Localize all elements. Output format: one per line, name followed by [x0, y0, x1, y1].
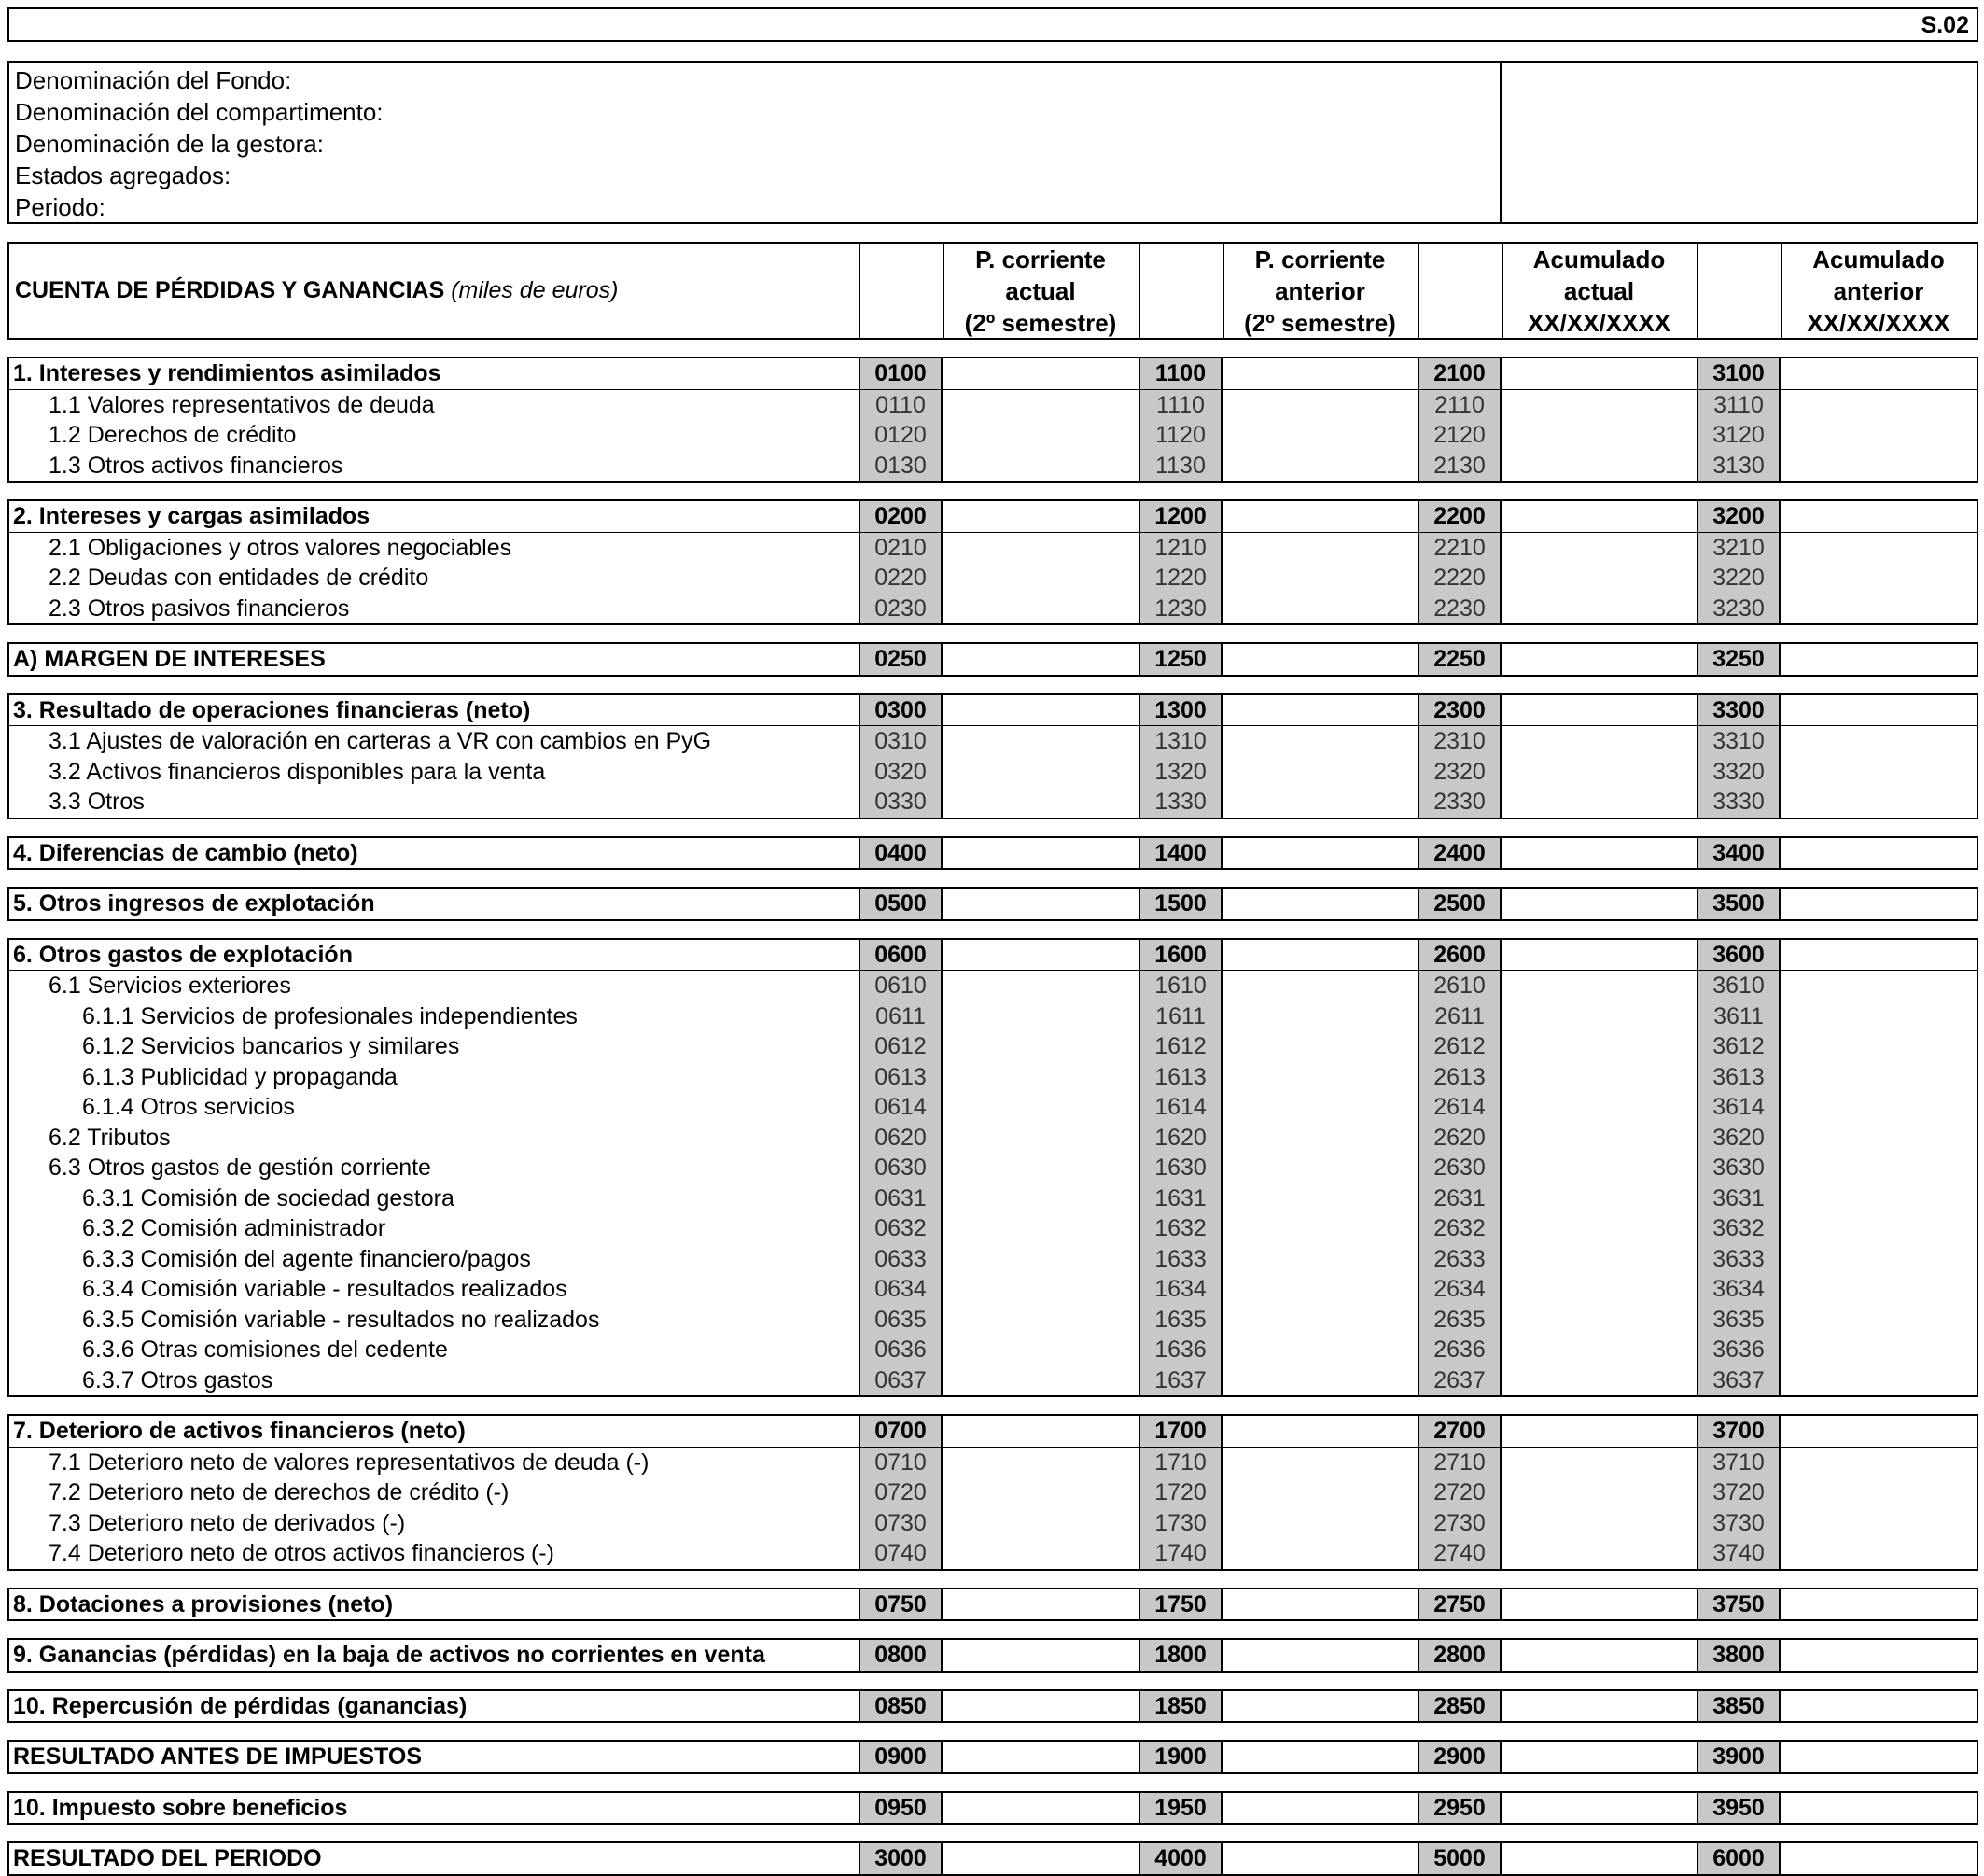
row-code: 0614: [859, 1092, 943, 1123]
section-gap: [7, 870, 1978, 887]
row-code: 2632: [1418, 1213, 1502, 1244]
row-code: 0130: [859, 451, 943, 482]
row-code: 1100: [1139, 358, 1223, 389]
row-code: 2130: [1418, 451, 1502, 482]
row-label: 6.1.3 Publicidad y propaganda: [82, 1063, 398, 1090]
table-section: [7, 357, 1978, 483]
row-code: 0636: [859, 1335, 943, 1365]
section-gap: [7, 483, 1978, 499]
table-section: [7, 642, 1978, 677]
row-code: 3634: [1697, 1274, 1781, 1305]
row-code: 2850: [1418, 1691, 1502, 1722]
row-code: 2310: [1418, 726, 1502, 757]
row-code: 1700: [1139, 1416, 1223, 1447]
row-code: 3500: [1697, 889, 1781, 919]
row-code: 3850: [1697, 1691, 1781, 1722]
row-code: 1613: [1139, 1062, 1223, 1093]
row-code: 1500: [1139, 889, 1223, 919]
row-code: 2120: [1418, 420, 1502, 451]
row-code: 2612: [1418, 1031, 1502, 1062]
row-code: 1740: [1139, 1538, 1223, 1569]
table-row: [9, 757, 1977, 788]
row-code: 3637: [1697, 1365, 1781, 1396]
row-code: 2720: [1418, 1477, 1502, 1508]
table-row: [9, 1843, 1977, 1874]
row-code: 0634: [859, 1274, 943, 1305]
row-code: 0950: [859, 1793, 943, 1824]
table-row: [9, 1793, 1977, 1824]
table-section: [7, 836, 1978, 871]
table-body: [7, 340, 1978, 1876]
section-gap: [7, 1571, 1978, 1588]
row-code: 2220: [1418, 563, 1502, 594]
row-code: 1800: [1139, 1640, 1223, 1671]
table-row: [9, 1274, 1977, 1305]
section-gap: [7, 1774, 1978, 1791]
row-code: 1330: [1139, 787, 1223, 818]
section-gap: [7, 1621, 1978, 1638]
row-label: 6.3 Otros gastos de gestión corriente: [49, 1155, 431, 1181]
row-label: 1.1 Valores representativos de deuda: [49, 391, 435, 418]
row-label: 6.1 Servicios exteriores: [49, 973, 291, 999]
row-code: 2110: [1418, 390, 1502, 421]
row-code: 2710: [1418, 1448, 1502, 1478]
table-row: [9, 1244, 1977, 1275]
row-code: 2330: [1418, 787, 1502, 818]
row-label: 6.1.2 Servicios bancarios y similares: [82, 1033, 460, 1059]
col-header-previous-period: P. corriente anterior (2º semestre): [1244, 245, 1396, 337]
row-code: 3612: [1697, 1031, 1781, 1062]
row-code: 1320: [1139, 757, 1223, 788]
table-section: [7, 887, 1978, 921]
row-code: 2610: [1418, 971, 1502, 1001]
row-label: 6.3.5 Comisión variable - resultados no realizados: [82, 1306, 600, 1333]
row-code: 3611: [1697, 1001, 1781, 1032]
row-code: 1210: [1139, 533, 1223, 564]
table-row: [9, 1001, 1977, 1032]
row-code: 3300: [1697, 695, 1781, 726]
col-header-accumulated-previous: Acumulado anterior XX/XX/XXXX: [1807, 245, 1950, 337]
table-row: [9, 1538, 1977, 1569]
table-section: [7, 1689, 1978, 1724]
section-gap: [7, 340, 1978, 357]
row-code: 1310: [1139, 726, 1223, 757]
row-code: 4000: [1139, 1843, 1223, 1874]
row-label: 6.3.7 Otros gastos: [82, 1366, 273, 1393]
table-row: [9, 1305, 1977, 1336]
table-section: [7, 1588, 1978, 1622]
row-code: 0850: [859, 1691, 943, 1722]
table-row: [9, 838, 1977, 869]
row-code: 1900: [1139, 1742, 1223, 1772]
row-label: A) MARGEN DE INTERESES: [13, 646, 326, 672]
row-code: 0613: [859, 1062, 943, 1093]
row-label: 6.1.1 Servicios de profesionales independientes: [82, 1002, 578, 1029]
row-label: 7.3 Deterioro neto de derivados (-): [49, 1509, 406, 1536]
row-code: 1730: [1139, 1508, 1223, 1539]
row-label: RESULTADO ANTES DE IMPUESTOS: [13, 1743, 423, 1770]
section-gap: [7, 819, 1978, 836]
fund-info-lines: [15, 64, 384, 223]
row-code: 2614: [1418, 1092, 1502, 1123]
row-label: 7. Deterioro de activos financieros (neto): [13, 1418, 466, 1444]
row-code: 2320: [1418, 757, 1502, 788]
aggregated-statements-label: Estados agregados:: [15, 161, 231, 189]
row-code: 0632: [859, 1213, 943, 1244]
row-code: 2750: [1418, 1589, 1502, 1620]
row-code: 0635: [859, 1305, 943, 1336]
table-section: [7, 1841, 1978, 1876]
row-label: 6.3.6 Otras comisiones del cedente: [82, 1337, 448, 1363]
row-code: 1720: [1139, 1477, 1223, 1508]
row-code: 1614: [1139, 1092, 1223, 1123]
row-code: 0220: [859, 563, 943, 594]
row-code: 2600: [1418, 940, 1502, 971]
row-code: 3730: [1697, 1508, 1781, 1539]
row-code: 1620: [1139, 1123, 1223, 1154]
row-code: 1634: [1139, 1274, 1223, 1305]
table-row: [9, 1477, 1977, 1508]
row-code: 2730: [1418, 1508, 1502, 1539]
row-code: 0110: [859, 390, 943, 421]
row-label: 6.2 Tributos: [49, 1124, 171, 1151]
row-label: 6.1.4 Otros servicios: [82, 1094, 295, 1120]
table-row: [9, 533, 1977, 564]
row-code: 3210: [1697, 533, 1781, 564]
row-code: 1636: [1139, 1335, 1223, 1365]
row-code: 1612: [1139, 1031, 1223, 1062]
row-code: 6000: [1697, 1843, 1781, 1874]
table-row: [9, 1508, 1977, 1539]
row-code: 1637: [1139, 1365, 1223, 1396]
info-divider: [1500, 63, 1502, 222]
row-code: 3110: [1697, 390, 1781, 421]
row-code: 0610: [859, 971, 943, 1001]
row-code: 0900: [859, 1742, 943, 1772]
table-row: [9, 1213, 1977, 1244]
row-code: 3600: [1697, 940, 1781, 971]
row-code: 0310: [859, 726, 943, 757]
period-label: Periodo:: [15, 193, 105, 221]
row-code: 3630: [1697, 1153, 1781, 1183]
row-code: 0200: [859, 501, 943, 532]
row-code: 2631: [1418, 1183, 1502, 1214]
table-row: [9, 1416, 1977, 1448]
row-label: 1.3 Otros activos financieros: [49, 452, 343, 479]
row-code: 3800: [1697, 1640, 1781, 1671]
table-row: [9, 1640, 1977, 1671]
row-code: 1710: [1139, 1448, 1223, 1478]
row-code: 0740: [859, 1538, 943, 1569]
row-code: 0700: [859, 1416, 943, 1447]
section-gap: [7, 1723, 1978, 1740]
table-row: [9, 940, 1977, 972]
row-code: 3614: [1697, 1092, 1781, 1123]
row-code: 0300: [859, 695, 943, 726]
row-code: 1120: [1139, 420, 1223, 451]
table-row: [9, 1031, 1977, 1062]
row-code: 1250: [1139, 644, 1223, 675]
row-label: 6.3.2 Comisión administrador: [82, 1215, 386, 1241]
row-code: 2210: [1418, 533, 1502, 564]
row-code: 3000: [859, 1843, 943, 1874]
col-header-current-period: P. corriente actual (2º semestre): [964, 245, 1117, 337]
row-code: 2200: [1418, 501, 1502, 532]
row-code: 3635: [1697, 1305, 1781, 1336]
row-code: 0330: [859, 787, 943, 818]
table-row: [9, 1153, 1977, 1183]
table-row: [9, 1183, 1977, 1214]
table-title: CUENTA DE PÉRDIDAS Y GANANCIAS (miles de euros): [15, 277, 619, 303]
table-row: [9, 1123, 1977, 1154]
row-label: 6.3.3 Comisión del agente financiero/pagos: [82, 1245, 531, 1272]
row-code: 3610: [1697, 971, 1781, 1001]
table-row: [9, 1335, 1977, 1365]
table-row: [9, 451, 1977, 482]
row-label: 2.1 Obligaciones y otros valores negociables: [49, 534, 512, 561]
table-section: [7, 1791, 1978, 1826]
section-gap: [7, 625, 1978, 642]
row-code: 2400: [1418, 838, 1502, 869]
row-code: 3100: [1697, 358, 1781, 389]
row-code: 1200: [1139, 501, 1223, 532]
table-row: [9, 563, 1977, 594]
row-code: 2230: [1418, 594, 1502, 624]
row-code: 2634: [1418, 1274, 1502, 1305]
row-label: 7.1 Deterioro neto de valores representativos de deuda (-): [49, 1449, 650, 1476]
row-code: 3750: [1697, 1589, 1781, 1620]
row-code: 3400: [1697, 838, 1781, 869]
row-code: 1600: [1139, 940, 1223, 971]
row-label: 3.2 Activos financieros disponibles para la venta: [49, 758, 546, 785]
table-row: [9, 390, 1977, 421]
row-code: 0400: [859, 838, 943, 869]
row-code: 2800: [1418, 1640, 1502, 1671]
row-code: 0633: [859, 1244, 943, 1275]
table-row: [9, 501, 1977, 533]
row-label: 1. Intereses y rendimientos asimilados: [13, 360, 441, 386]
row-code: 1611: [1139, 1001, 1223, 1032]
row-label: 7.4 Deterioro neto de otros activos financieros (-): [49, 1540, 554, 1566]
row-code: 1300: [1139, 695, 1223, 726]
table-row: [9, 1062, 1977, 1093]
row-code: 0120: [859, 420, 943, 451]
table-row: [9, 1365, 1977, 1396]
row-code: 2635: [1418, 1305, 1502, 1336]
row-code: 2900: [1418, 1742, 1502, 1772]
row-code: 3220: [1697, 563, 1781, 594]
table-row: [9, 1092, 1977, 1123]
row-code: 2500: [1418, 889, 1502, 919]
row-code: 1610: [1139, 971, 1223, 1001]
table-row: [9, 889, 1977, 919]
row-code: 3320: [1697, 757, 1781, 788]
fund-info-box: [7, 61, 1978, 224]
row-code: 3740: [1697, 1538, 1781, 1569]
row-code: 3250: [1697, 644, 1781, 675]
row-code: 3120: [1697, 420, 1781, 451]
row-code: 2636: [1418, 1335, 1502, 1365]
row-code: 0630: [859, 1153, 943, 1183]
row-code: 2633: [1418, 1244, 1502, 1275]
row-code: 1750: [1139, 1589, 1223, 1620]
row-label: 3.3 Otros: [49, 789, 145, 815]
table-section: [7, 499, 1978, 625]
row-code: 5000: [1418, 1843, 1502, 1874]
fund-name-label: Denominación del Fondo:: [15, 66, 292, 94]
table-row: [9, 971, 1977, 1001]
row-code: 0210: [859, 533, 943, 564]
row-code: 0250: [859, 644, 943, 675]
row-code: 0500: [859, 889, 943, 919]
row-code: 3720: [1697, 1477, 1781, 1508]
section-gap: [7, 677, 1978, 693]
row-label: 6.3.4 Comisión variable - resultados realizados: [82, 1276, 567, 1302]
row-code: 3950: [1697, 1793, 1781, 1824]
row-code: 3620: [1697, 1123, 1781, 1154]
table-row: [9, 594, 1977, 624]
table-row: [9, 1448, 1977, 1478]
row-code: 0600: [859, 940, 943, 971]
table-row: [9, 1742, 1977, 1772]
income-statement-table: [7, 242, 1978, 1876]
table-section: [7, 938, 1978, 1398]
row-code: 3633: [1697, 1244, 1781, 1275]
row-code: 0750: [859, 1589, 943, 1620]
form-code: S.02: [7, 7, 1978, 42]
row-code: 1631: [1139, 1183, 1223, 1214]
row-code: 1850: [1139, 1691, 1223, 1722]
col-header-accumulated-current: Acumulado actual XX/XX/XXXX: [1527, 245, 1671, 337]
row-code: 1632: [1139, 1213, 1223, 1244]
row-code: 1635: [1139, 1305, 1223, 1336]
row-label: 8. Dotaciones a provisiones (neto): [13, 1590, 394, 1617]
row-code: 3700: [1697, 1416, 1781, 1447]
row-code: 3613: [1697, 1062, 1781, 1093]
table-row: [9, 695, 1977, 727]
row-code: 3636: [1697, 1335, 1781, 1365]
row-label: RESULTADO DEL PERIODO: [13, 1845, 322, 1871]
row-code: 2620: [1418, 1123, 1502, 1154]
row-code: 2250: [1418, 644, 1502, 675]
row-code: 1630: [1139, 1153, 1223, 1183]
row-code: 0611: [859, 1001, 943, 1032]
row-code: 1110: [1139, 390, 1223, 421]
row-code: 0730: [859, 1508, 943, 1539]
row-code: 1130: [1139, 451, 1223, 482]
row-code: 0612: [859, 1031, 943, 1062]
row-code: 0631: [859, 1183, 943, 1214]
row-label: 2.3 Otros pasivos financieros: [49, 595, 350, 622]
row-label: 7.2 Deterioro neto de derechos de crédito (-): [49, 1479, 510, 1505]
row-code: 0320: [859, 757, 943, 788]
table-section: [7, 1638, 1978, 1673]
row-label: 6. Otros gastos de explotación: [13, 941, 353, 968]
table-row: [9, 726, 1977, 757]
row-code: 2950: [1418, 1793, 1502, 1824]
manager-name-label: Denominación de la gestora:: [15, 130, 324, 158]
row-label: 10. Impuesto sobre beneficios: [13, 1794, 348, 1821]
row-code: 0230: [859, 594, 943, 624]
row-code: 2100: [1418, 358, 1502, 389]
row-code: 2630: [1418, 1153, 1502, 1183]
table-row: [9, 420, 1977, 451]
row-code: 1633: [1139, 1244, 1223, 1275]
table-section: [7, 1740, 1978, 1774]
row-code: 1950: [1139, 1793, 1223, 1824]
row-code: 3230: [1697, 594, 1781, 624]
table-section: [7, 1414, 1978, 1571]
row-code: 2611: [1418, 1001, 1502, 1032]
row-label: 4. Diferencias de cambio (neto): [13, 839, 358, 866]
table-section: [7, 693, 1978, 819]
row-code: 1400: [1139, 838, 1223, 869]
row-code: 3710: [1697, 1448, 1781, 1478]
row-label: 2.2 Deudas con entidades de crédito: [49, 565, 429, 591]
row-code: 1230: [1139, 594, 1223, 624]
compartment-name-label: Denominación del compartimento:: [15, 98, 384, 126]
row-code: 0800: [859, 1640, 943, 1671]
table-row: [9, 1691, 1977, 1722]
row-code: 3130: [1697, 451, 1781, 482]
section-gap: [7, 1673, 1978, 1689]
row-label: 3. Resultado de operaciones financieras (neto): [13, 696, 531, 723]
row-label: 10. Repercusión de pérdidas (ganancias): [13, 1692, 468, 1719]
row-code: 0710: [859, 1448, 943, 1478]
row-code: 0620: [859, 1123, 943, 1154]
table-row: [9, 358, 1977, 390]
row-label: 1.2 Derechos de crédito: [49, 422, 297, 448]
row-label: 6.3.1 Comisión de sociedad gestora: [82, 1184, 454, 1211]
row-label: 5. Otros ingresos de explotación: [13, 890, 375, 917]
row-code: 3900: [1697, 1742, 1781, 1772]
section-gap: [7, 1397, 1978, 1414]
row-code: 0100: [859, 358, 943, 389]
table-header: [7, 242, 1978, 340]
row-code: 0637: [859, 1365, 943, 1396]
row-code: 1220: [1139, 563, 1223, 594]
row-code: 3632: [1697, 1213, 1781, 1244]
row-code: 2700: [1418, 1416, 1502, 1447]
row-code: 2613: [1418, 1062, 1502, 1093]
table-row: [9, 1589, 1977, 1620]
row-code: 3310: [1697, 726, 1781, 757]
row-code: 3330: [1697, 787, 1781, 818]
table-row: [9, 787, 1977, 818]
section-gap: [7, 1825, 1978, 1841]
table-row: [9, 644, 1977, 675]
row-label: 2. Intereses y cargas asimilados: [13, 503, 370, 529]
row-code: 3631: [1697, 1183, 1781, 1214]
row-label: 9. Ganancias (pérdidas) en la baja de activos no corrientes en venta: [13, 1642, 765, 1668]
row-code: 2740: [1418, 1538, 1502, 1569]
row-label: 3.1 Ajustes de valoración en carteras a VR con cambios en PyG: [49, 728, 712, 754]
row-code: 0720: [859, 1477, 943, 1508]
row-code: 3200: [1697, 501, 1781, 532]
row-code: 2300: [1418, 695, 1502, 726]
section-gap: [7, 921, 1978, 938]
row-code: 2637: [1418, 1365, 1502, 1396]
